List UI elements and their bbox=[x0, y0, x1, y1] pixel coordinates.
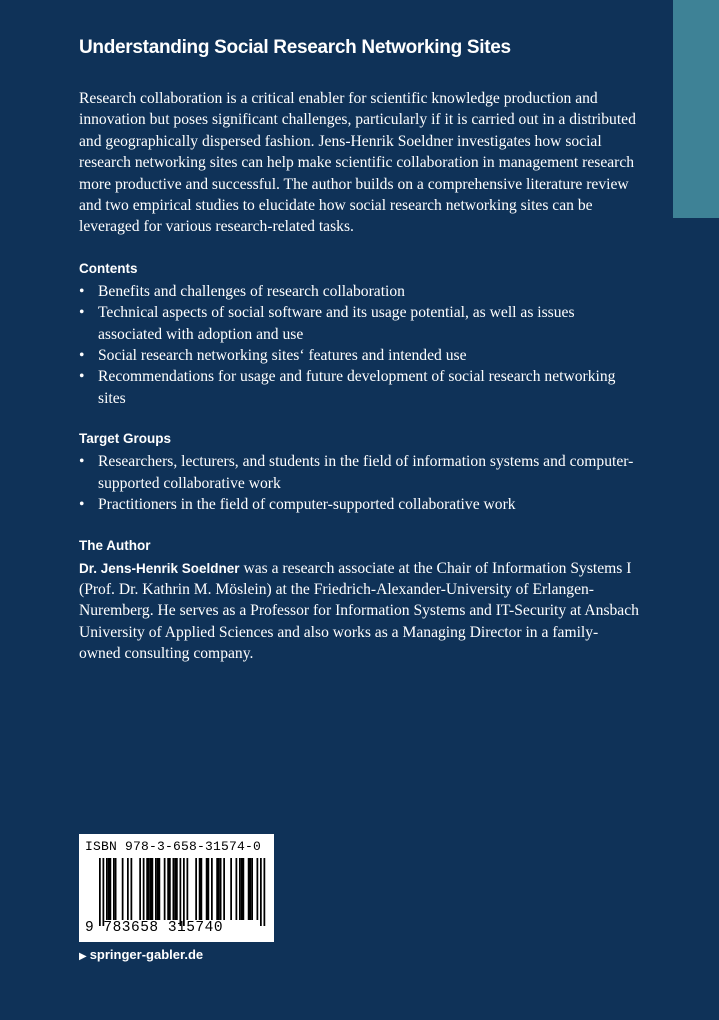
barcode-bar bbox=[146, 858, 148, 920]
list-item bbox=[79, 302, 639, 345]
barcode-bar bbox=[257, 858, 259, 920]
barcode-bar bbox=[150, 858, 152, 920]
barcode-bar bbox=[206, 858, 208, 920]
barcode-bar bbox=[143, 858, 145, 920]
barcode-bar bbox=[251, 858, 253, 920]
target-groups-list bbox=[79, 451, 639, 515]
barcode-bar bbox=[106, 858, 108, 920]
barcode-bar bbox=[208, 858, 210, 920]
contents-heading: Contents bbox=[79, 260, 138, 276]
barcode-bar bbox=[223, 858, 225, 920]
barcode-bar bbox=[115, 858, 117, 920]
list-item-text: Researchers, lecturers, and students in the field of information systems and computer-supported collaborative work bbox=[98, 453, 634, 492]
barcode-bar bbox=[218, 858, 220, 920]
target-groups-heading: Target Groups bbox=[79, 431, 172, 447]
barcode-bar bbox=[211, 858, 213, 920]
barcode-digits: 9 783658 315740 bbox=[85, 920, 224, 936]
bullet-icon: • bbox=[79, 304, 85, 322]
barcode-bar bbox=[216, 858, 218, 920]
barcode-bar bbox=[110, 858, 112, 920]
list-item bbox=[79, 451, 639, 494]
accent-tab bbox=[673, 0, 719, 218]
barcode-bar bbox=[176, 858, 178, 920]
barcode-bar bbox=[199, 858, 201, 920]
contents-list bbox=[79, 281, 639, 409]
barcode-bar bbox=[180, 858, 182, 926]
author-bio-text: was a research associate at the Chair of Information Systems I (Prof. Dr. Kathrin M. Möslein) at the Friedrich-Alexander-University of Erlangen-Nuremberg. He serves as a Professor for Information Systems and IT-Security at Ansbach University of Applied Sciences and also works as a Managing Director in a family-owned consulting company. bbox=[79, 559, 639, 663]
publisher-url: springer-gabler.de bbox=[89, 947, 204, 962]
barcode-bar bbox=[122, 858, 124, 920]
barcode-bar bbox=[239, 858, 241, 920]
barcode-bar bbox=[159, 858, 161, 920]
list-item-text: Social research networking sites‘ features and intended use bbox=[98, 347, 467, 365]
barcode-bar bbox=[113, 858, 115, 920]
barcode-bar bbox=[99, 858, 101, 926]
barcode-bar bbox=[127, 858, 129, 920]
back-cover-content bbox=[79, 36, 639, 665]
barcode-bar bbox=[148, 858, 150, 920]
isbn-barcode bbox=[79, 834, 274, 942]
barcode-bar bbox=[157, 858, 159, 920]
barcode-bar bbox=[131, 858, 133, 920]
list-item-text: Technical aspects of social software and its usage potential, as well as issues associated with adoption and use bbox=[98, 304, 575, 343]
barcode-bar bbox=[250, 858, 252, 920]
barcode-bar bbox=[167, 858, 169, 920]
barcode-bar bbox=[108, 858, 110, 920]
bullet-icon: • bbox=[79, 368, 85, 386]
book-title: Understanding Social Research Networking Sites bbox=[79, 37, 511, 58]
barcode-bar bbox=[260, 858, 262, 926]
barcode-bar bbox=[173, 858, 175, 920]
barcode-bar bbox=[183, 858, 185, 926]
bullet-icon: • bbox=[79, 347, 85, 365]
author-name: Dr. Jens-Henrik Soeldner bbox=[79, 560, 240, 576]
barcode-bar bbox=[169, 858, 171, 920]
list-item-text: Benefits and challenges of research collaboration bbox=[98, 282, 405, 300]
list-item bbox=[79, 345, 639, 366]
list-item bbox=[79, 366, 639, 409]
barcode-bar bbox=[236, 858, 238, 920]
barcode-bar bbox=[164, 858, 166, 920]
author-heading: The Author bbox=[79, 537, 151, 553]
barcode-bar bbox=[174, 858, 176, 920]
bullet-icon: • bbox=[79, 453, 85, 471]
barcode-bar bbox=[220, 858, 222, 920]
barcode-bar bbox=[139, 858, 141, 920]
barcode-bar bbox=[103, 858, 105, 926]
barcode-bar bbox=[152, 858, 154, 920]
barcode-bar bbox=[241, 858, 243, 920]
list-item-text: Practitioners in the field of computer-supported collaborative work bbox=[98, 496, 516, 514]
list-item bbox=[79, 281, 639, 302]
barcode-bar bbox=[230, 858, 232, 920]
book-blurb: Research collaboration is a critical enabler for scientific knowledge production and innovation but poses significant challenges, particularly if it is carried out in a distributed and geographically dispersed fashion. Jens-Henrik Soeldner investigates how social research networking sites can help make scientific collaboration in management research more productive and successful. The author builds on a comprehensive literature review and two empirical studies to elucidate how social research networking sites can be leveraged for various research-related tasks. bbox=[79, 90, 636, 236]
barcode-bar bbox=[264, 858, 266, 926]
isbn-label: ISBN 978-3-658-31574-0 bbox=[85, 839, 262, 854]
list-item bbox=[79, 494, 639, 515]
bullet-icon: • bbox=[79, 282, 85, 300]
barcode-bar bbox=[243, 858, 245, 920]
triangle-right-icon: ▶ bbox=[79, 951, 87, 962]
barcode-bar bbox=[195, 858, 197, 920]
barcode-bar bbox=[248, 858, 250, 920]
barcode-bar bbox=[201, 858, 203, 920]
barcode-bar bbox=[187, 858, 189, 920]
bullet-icon: • bbox=[79, 496, 85, 514]
list-item-text: Recommendations for usage and future development of social research networking sites bbox=[98, 368, 616, 407]
author-bio bbox=[79, 558, 639, 665]
publisher-link[interactable] bbox=[79, 947, 203, 962]
barcode-bar bbox=[155, 858, 157, 920]
